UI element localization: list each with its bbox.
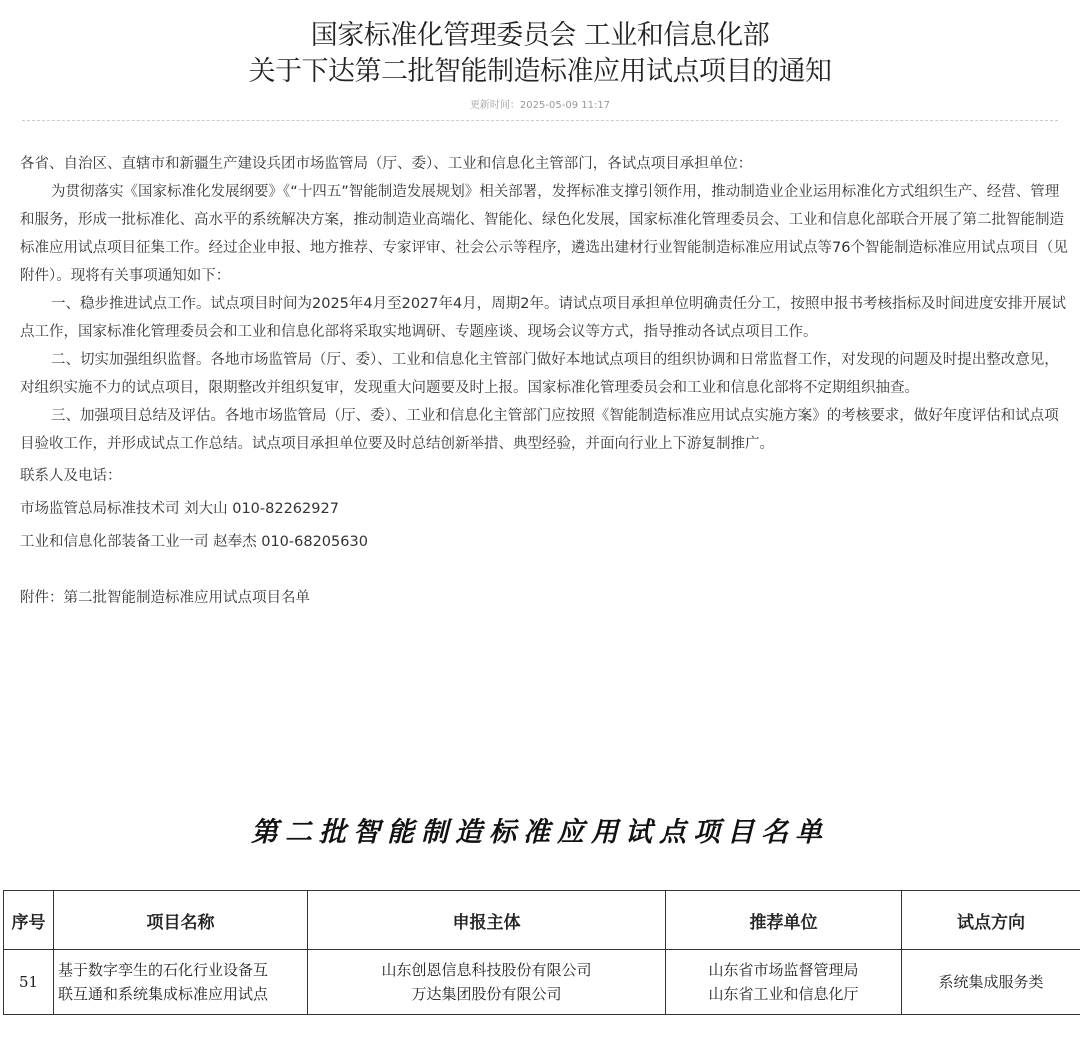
paragraph-intro: 为贯彻落实《国家标准化发展纲要》《“十四五”智能制造发展规划》相关部署，发挥标准支撑引领作用，推动制造业企业运用标准化方式组织生产、经营、管理和服务，形成一批标准化、高水平的系统解决方案，推动制造业高端化、智能化、绿色化发展，国家标准化管理委员会、工业和信息化部联合开展了第二批智能制造标准应用试点项目征集工作。经过企业申报、地方推荐、专家评审、社会公示等程序，遴选出建材行业智能制造标准应用试点等76个智能制造标准应用试点项目（见附件）。现将有关事项通知如下：	[20, 184, 1068, 284]
contact-line-1: 市场监管总局标准技术司 刘大山 010-82262927	[20, 501, 339, 517]
title-line-1: 国家标准化管理委员会 工业和信息化部	[310, 20, 770, 51]
cell-recommender-line-1: 山东省市场监督管理局	[708, 961, 859, 979]
header-applicant: 申报主体	[308, 891, 666, 950]
cell-applicant-line-1: 山东创恩信息科技股份有限公司	[381, 961, 592, 979]
cell-applicant-line-2: 万达集团股份有限公司	[411, 985, 562, 1003]
cell-num: 51	[4, 950, 54, 1015]
project-table-wrapper	[3, 890, 1080, 1015]
project-table	[3, 890, 1080, 1015]
cell-project-line-2: 联互通和系统集成标准应用试点	[58, 985, 269, 1003]
contact-line-2: 工业和信息化部装备工业一司 赵奉杰 010-68205630	[20, 534, 368, 550]
cell-direction: 系统集成服务类	[902, 950, 1080, 1015]
header-project: 项目名称	[54, 891, 308, 950]
notice-body	[20, 150, 1070, 612]
cell-recommender-line-2: 山东省工业和信息化厅	[708, 985, 859, 1003]
table-header-row	[4, 891, 1080, 950]
cell-applicant	[308, 950, 666, 1015]
update-time: 更新时间：2025-05-09 11:17	[469, 100, 611, 111]
header-num: 序号	[4, 891, 54, 950]
notice-header	[0, 0, 1080, 121]
list-title: 第二批智能制造标准应用试点项目名单	[251, 817, 829, 848]
contact-label: 联系人及电话：	[20, 468, 122, 484]
header-direction: 试点方向	[902, 891, 1080, 950]
cell-recommender	[666, 950, 902, 1015]
header-recommender: 推荐单位	[666, 891, 902, 950]
paragraph-item-1: 一、稳步推进试点工作。试点项目时间为2025年4月至2027年4月，周期2年。请试点项目承担单位明确责任分工，按照申报书考核指标及时间进度安排开展试点工作，国家标准化管理委员会和工业和信息化部将采取实地调研、专题座谈、现场会议等方式，指导推动各试点项目工作。	[20, 296, 1066, 340]
paragraph-item-2: 二、切实加强组织监督。各地市场监管局（厅、委）、工业和信息化主管部门做好本地试点项目的组织协调和日常监督工作，对发现的问题及时提出整改意见，对组织实施不力的试点项目，限期整改并组织复审，发现重大问题要及时上报。国家标准化管理委员会和工业和信息化部将不定期组织抽查。	[20, 352, 1059, 396]
cell-project	[54, 950, 308, 1015]
cell-project-line-1: 基于数字孪生的石化行业设备互	[58, 961, 269, 979]
paragraph-item-3: 三、加强项目总结及评估。各地市场监管局（厅、委）、工业和信息化主管部门应按照《智能制造标准应用试点实施方案》的考核要求，做好年度评估和试点项目验收工作，并形成试点工作总结。试点项目承担单位要及时总结创新举措、典型经验，并面向行业上下游复制推广。	[20, 408, 1059, 452]
attachment-line: 附件：第二批智能制造标准应用试点项目名单	[20, 590, 310, 606]
salutation: 各省、自治区、直辖市和新疆生产建设兵团市场监管局（厅、委）、工业和信息化主管部门，各试点项目承担单位：	[20, 156, 753, 172]
header-divider	[22, 120, 1058, 121]
table-row	[4, 950, 1080, 1015]
title-line-2: 关于下达第二批智能制造标准应用试点项目的通知	[248, 56, 832, 87]
